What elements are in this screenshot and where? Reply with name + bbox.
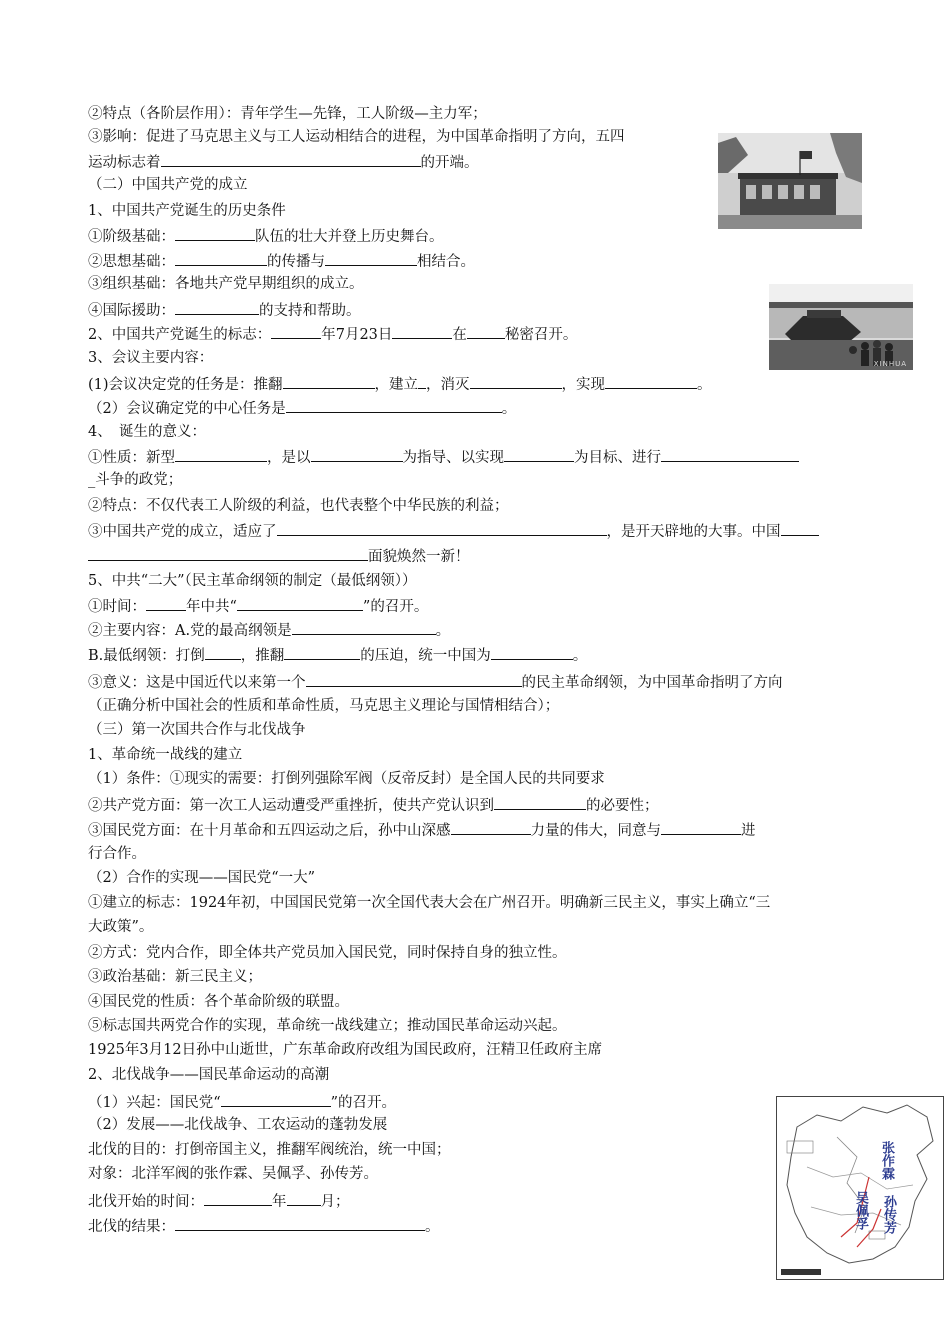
line-text: 。 bbox=[697, 377, 712, 393]
line-text: ”的召开。 bbox=[362, 599, 429, 615]
line-text: 进 bbox=[741, 823, 756, 839]
line-text: ②共产党方面：第一次工人运动遭受严重挫折，使共产党认识到 bbox=[88, 798, 494, 814]
map-label-sun-chuanfang: 孙传芳 bbox=[881, 1195, 896, 1234]
fill-in-blank bbox=[284, 645, 360, 660]
line-text: ③组织基础：各地共产党早期组织的成立。 bbox=[88, 276, 364, 292]
text-line bbox=[88, 845, 146, 863]
text-line bbox=[88, 968, 262, 986]
red-boat-photo bbox=[769, 284, 913, 370]
line-text: ①时间： bbox=[88, 599, 146, 615]
fill-in-blank bbox=[271, 324, 321, 339]
fill-in-blank bbox=[306, 672, 522, 687]
line-text: 在 bbox=[452, 327, 467, 343]
line-text: B.最低纲领：打倒 bbox=[88, 648, 205, 664]
line-text: 面貌焕然一新！ bbox=[368, 549, 470, 565]
line-text: ，是开天辟地的大事。中国 bbox=[606, 524, 781, 540]
line-text: 相结合。 bbox=[417, 254, 475, 270]
text-line bbox=[88, 1092, 396, 1112]
line-text: 。 bbox=[425, 1219, 440, 1235]
line-text: 年中共“ bbox=[186, 599, 237, 615]
line-text: ②特点（各阶层作用）：青年学生—先锋，工人阶级—主力军； bbox=[88, 106, 487, 122]
text-line bbox=[88, 447, 799, 467]
meeting-site-photo bbox=[718, 133, 862, 229]
text-line bbox=[88, 918, 153, 936]
map-label-zhang-zuolin: 张作霖 bbox=[879, 1141, 894, 1180]
text-line bbox=[88, 1041, 602, 1059]
line-text: 4、 诞生的意义： bbox=[88, 424, 206, 440]
line-text: 1925年3月12日孙中山逝世，广东革命政府改组为国民政府，汪精卫任政府主席 bbox=[88, 1042, 603, 1058]
text-line bbox=[88, 1017, 567, 1035]
fill-in-blank bbox=[781, 521, 819, 536]
fill-in-blank bbox=[205, 645, 241, 660]
line-text: ③国民党方面：在十月革命和五四运动之后，孙中山深感 bbox=[88, 823, 451, 839]
line-text: 年7月23日 bbox=[321, 327, 393, 343]
line-text: ，建立 bbox=[374, 377, 419, 393]
line-text: 运动标志着 bbox=[88, 155, 161, 171]
line-text: 。 bbox=[501, 401, 517, 417]
line-text: ⑤标志国共两党合作的实现，革命统一战线建立；推动国民革命运动兴起。 bbox=[88, 1018, 567, 1034]
line-text: 1、中国共产党诞生的历史条件 bbox=[88, 203, 286, 219]
text-line bbox=[88, 721, 306, 739]
text-line bbox=[88, 746, 242, 764]
fill-in-blank bbox=[204, 1191, 272, 1206]
line-text: 秘密召开。 bbox=[504, 327, 578, 343]
line-text: ，是以 bbox=[267, 450, 311, 466]
text-line bbox=[88, 324, 577, 344]
line-text: （1）条件：①现实的需要：打倒列强除军阀（反帝反封）是全国人民的共同要求 bbox=[88, 771, 605, 787]
text-line bbox=[88, 349, 213, 367]
line-text: ②主要内容：A.党的最高纲领是 bbox=[88, 623, 292, 639]
line-text: ，推翻 bbox=[240, 648, 285, 664]
text-line bbox=[88, 471, 182, 489]
line-text: ③政治基础：新三民主义； bbox=[88, 969, 262, 985]
fill-in-blank bbox=[392, 324, 452, 339]
text-line bbox=[88, 894, 770, 912]
text-line bbox=[88, 152, 479, 172]
line-text: 年 bbox=[272, 1194, 287, 1210]
line-text: ①建立的标志：1924年初，中国国民党第一次全国代表大会在广州召开。明确新三民主义，事实上确立“三 bbox=[88, 895, 771, 911]
text-line bbox=[88, 1216, 440, 1236]
text-line bbox=[88, 423, 206, 441]
text-line bbox=[88, 1066, 329, 1084]
text-line bbox=[88, 275, 364, 293]
text-line bbox=[88, 398, 516, 418]
northern-expedition-map bbox=[776, 1096, 944, 1280]
line-text: 为目标、进行 bbox=[574, 450, 661, 466]
line-text: 。 bbox=[435, 623, 451, 639]
text-line bbox=[88, 944, 567, 962]
line-text: ，实现 bbox=[561, 377, 606, 393]
line-text: ②特点：不仅代表工人阶级的利益，也代表整个中华民族的利益； bbox=[88, 498, 509, 514]
fill-in-blank bbox=[661, 820, 741, 835]
line-text: 2、北伐战争——国民革命运动的高潮 bbox=[88, 1067, 330, 1083]
line-text: 力量的伟大，同意与 bbox=[530, 823, 661, 839]
line-text: ③影响：促进了马克思主义与工人运动相结合的进程，为中国革命指明了方向，五四 bbox=[88, 129, 625, 145]
fill-in-blank bbox=[175, 447, 267, 462]
line-text: （1）兴起：国民党“ bbox=[88, 1095, 221, 1111]
line-text: 的传播与 bbox=[267, 254, 325, 270]
line-text: ”的召开。 bbox=[330, 1095, 397, 1111]
line-text: 为指导、以实现 bbox=[402, 450, 504, 466]
line-text: （2）合作的实现——国民党“一大” bbox=[88, 870, 316, 886]
line-text: 的支持和帮助。 bbox=[259, 303, 361, 319]
text-line bbox=[88, 546, 470, 566]
line-text: ③意义：这是中国近代以来第一个 bbox=[88, 675, 306, 691]
fill-in-blank bbox=[175, 226, 255, 241]
text-line bbox=[88, 176, 248, 194]
line-text: ①阶级基础： bbox=[88, 229, 175, 245]
text-line bbox=[88, 1191, 350, 1211]
fill-in-blank bbox=[237, 596, 363, 611]
line-text: 。 bbox=[572, 648, 588, 664]
line-text: ，消灭 bbox=[426, 377, 470, 393]
fill-in-blank bbox=[287, 1191, 321, 1206]
line-text: 3、会议主要内容： bbox=[88, 350, 214, 366]
line-text: （二）中国共产党的成立 bbox=[88, 177, 248, 193]
text-line bbox=[88, 993, 349, 1011]
fill-in-blank bbox=[221, 1092, 331, 1107]
line-text: _斗争的政党； bbox=[88, 472, 183, 488]
fill-in-blank bbox=[175, 1216, 425, 1231]
fill-in-blank bbox=[418, 374, 426, 389]
line-text: （2）会议确定党的中心任务是 bbox=[88, 401, 286, 417]
text-line bbox=[88, 300, 361, 320]
text-line bbox=[88, 1116, 387, 1134]
photo-watermark: XINHUA bbox=[873, 360, 907, 368]
line-text: 5、中共“二大”（民主革命纲领的制定（最低纲领）） bbox=[88, 573, 417, 589]
fill-in-blank bbox=[292, 620, 436, 635]
fill-in-blank bbox=[175, 251, 267, 266]
fill-in-blank bbox=[161, 152, 421, 167]
fill-in-blank bbox=[277, 521, 607, 536]
line-text: 队伍的壮大并登上历史舞台。 bbox=[255, 229, 444, 245]
fill-in-blank bbox=[146, 596, 186, 611]
line-text: (1)会议决定党的任务是：推翻 bbox=[88, 377, 283, 393]
line-text: 北伐开始的时间： bbox=[88, 1194, 204, 1210]
text-line bbox=[88, 226, 444, 246]
line-text: 的必要性； bbox=[586, 798, 659, 814]
line-text: 2、中国共产党诞生的标志： bbox=[88, 327, 272, 343]
line-text: ④国民党的性质：各个革命阶级的联盟。 bbox=[88, 994, 349, 1010]
text-line bbox=[88, 374, 712, 394]
line-text: ④国际援助： bbox=[88, 303, 175, 319]
fill-in-blank bbox=[88, 546, 368, 561]
fill-in-blank bbox=[494, 795, 586, 810]
text-line bbox=[88, 1165, 378, 1183]
fill-in-blank bbox=[451, 820, 531, 835]
text-line bbox=[88, 820, 756, 840]
text-line bbox=[88, 128, 625, 146]
line-text: （正确分析中国社会的性质和革命性质，马克思主义理论与国情相结合）； bbox=[88, 698, 560, 714]
line-text: 的压迫，统一中国为 bbox=[360, 648, 491, 664]
line-text: ①性质：新型 bbox=[88, 450, 175, 466]
line-text: ②方式：党内合作，即全体共产党员加入国民党，同时保持自身的独立性。 bbox=[88, 945, 567, 961]
fill-in-blank bbox=[504, 447, 574, 462]
fill-in-blank bbox=[283, 374, 375, 389]
fill-in-blank bbox=[491, 645, 573, 660]
line-text: ③中国共产党的成立，适应了 bbox=[88, 524, 277, 540]
line-text: 月； bbox=[320, 1194, 350, 1210]
line-text: 北伐的目的：打倒帝国主义，推翻军阀统治，统一中国； bbox=[88, 1142, 451, 1158]
fill-in-blank bbox=[175, 300, 259, 315]
line-text: 行合作。 bbox=[88, 846, 146, 862]
line-text: 的开端。 bbox=[420, 155, 479, 171]
text-line bbox=[88, 795, 659, 815]
text-line bbox=[88, 770, 605, 788]
fill-in-blank bbox=[286, 398, 502, 413]
line-text: ②思想基础： bbox=[88, 254, 175, 270]
line-text: 对象：北洋军阀的张作霖、吴佩孚、孙传芳。 bbox=[88, 1166, 378, 1182]
text-line bbox=[88, 697, 559, 715]
fill-in-blank bbox=[467, 324, 505, 339]
text-line bbox=[88, 105, 487, 123]
fill-in-blank bbox=[325, 251, 417, 266]
text-line bbox=[88, 497, 509, 515]
fill-in-blank bbox=[470, 374, 562, 389]
line-text: （三）第一次国共合作与北伐战争 bbox=[88, 722, 306, 738]
fill-in-blank bbox=[311, 447, 403, 462]
fill-in-blank bbox=[661, 447, 799, 462]
text-line bbox=[88, 596, 428, 616]
line-text: 北伐的结果： bbox=[88, 1219, 175, 1235]
text-line bbox=[88, 202, 286, 220]
text-line bbox=[88, 645, 587, 665]
text-line bbox=[88, 572, 417, 590]
text-line bbox=[88, 521, 819, 541]
line-text: 的民主革命纲领，为中国革命指明了方向 bbox=[521, 675, 783, 691]
text-line bbox=[88, 672, 783, 692]
text-line bbox=[88, 620, 450, 640]
text-line bbox=[88, 869, 315, 887]
text-line bbox=[88, 1141, 451, 1159]
map-label-wu-peifu: 吴佩孚 bbox=[853, 1191, 868, 1230]
line-text: （2）发展——北伐战争、工农运动的蓬勃发展 bbox=[88, 1117, 388, 1133]
line-text: 大政策”。 bbox=[88, 919, 154, 935]
line-text: 1、革命统一战线的建立 bbox=[88, 747, 243, 763]
text-line bbox=[88, 251, 475, 271]
fill-in-blank bbox=[605, 374, 697, 389]
